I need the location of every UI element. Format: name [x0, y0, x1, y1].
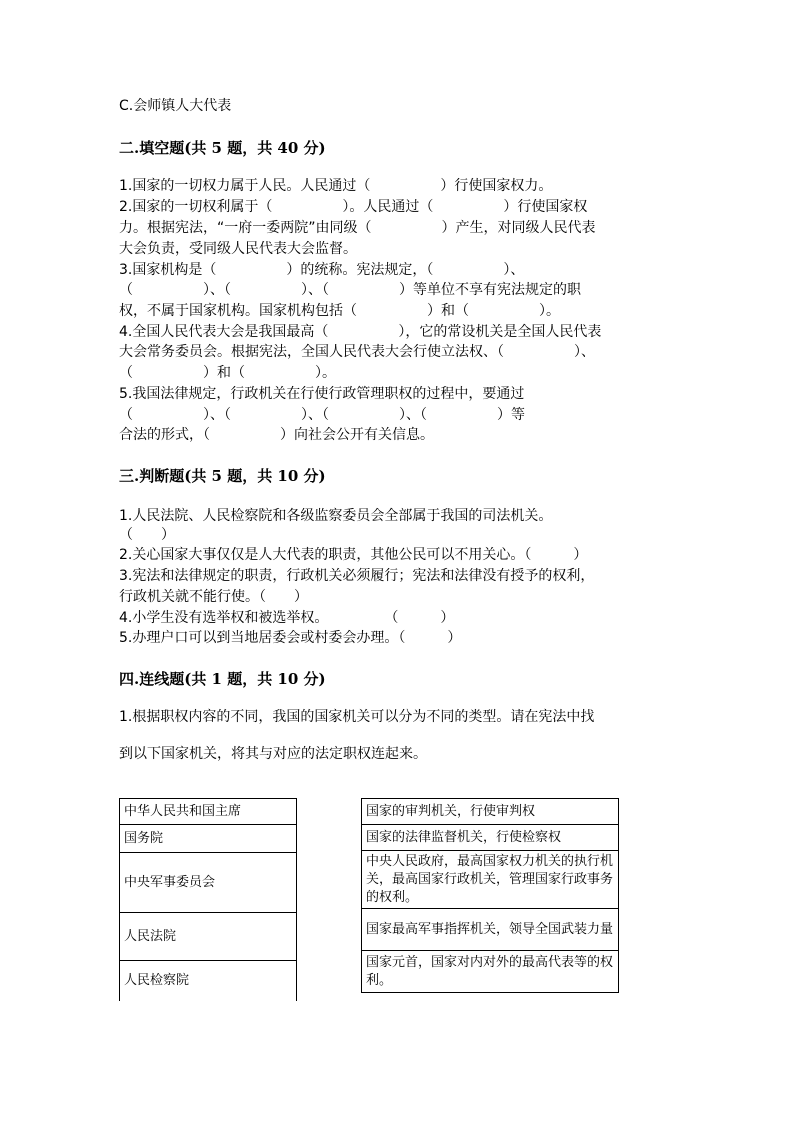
question-text: 合法的形式，（ ）向社会公开有关信息。 [119, 427, 434, 443]
question-text: 1.国家的一切权力属于人民。人民通过（ ）行使国家权力。 [119, 178, 553, 194]
power-cell: 国家最高军事指挥机关，领导全国武装力量 [362, 909, 619, 951]
power-cell: 国家的法律监督机关，行使检察权 [362, 825, 619, 851]
power-cell: 国家元首，国家对内对外的最高代表等的权利。 [362, 951, 619, 993]
question-text: （ ）、（ ）、（ ）等单位不享有宪法规定的职 [119, 282, 581, 298]
power-cell: 中央人民政府，最高国家权力机关的执行机关，最高国家行政机关，管理国家行政事务的权利。 [362, 851, 619, 909]
question-text: 4.小学生没有选举权和被选举权。 （ ） [119, 610, 455, 626]
table-row [362, 799, 619, 825]
table-row [120, 825, 297, 853]
table-row [362, 851, 619, 909]
matching-right-table [361, 798, 619, 993]
table-row [362, 825, 619, 851]
option-c: C.会师镇人大代表 [119, 98, 232, 114]
question-text: 1.根据职权内容的不同，我国的国家机关可以分为不同的类型。请在宪法中找 [119, 709, 595, 725]
agency-cell: 国务院 [120, 825, 297, 853]
table-row [362, 909, 619, 951]
question-text: 2.国家的一切权利属于（ ）。人民通过（ ）行使国家权 [119, 199, 588, 215]
table-row [362, 951, 619, 993]
agency-cell: 人民法院 [120, 913, 297, 961]
table-row [120, 913, 297, 961]
agency-cell: 中华人民共和国主席 [120, 799, 297, 825]
table-row [120, 853, 297, 913]
table-row [120, 799, 297, 825]
question-text: 行政机关就不能行使。（ ） [119, 589, 308, 605]
agency-cell: 中央军事委员会 [120, 853, 297, 913]
section-heading-judgement: 三.判断题(共 5 题，共 10 分) [119, 467, 326, 485]
power-cell: 国家的审判机关，行使审判权 [362, 799, 619, 825]
question-text: （ ）和（ ）。 [119, 365, 336, 381]
matching-left-table [119, 798, 297, 1001]
question-text: 大会负责，受同级人民代表大会监督。 [119, 241, 357, 257]
section-heading-fill-blank: 二.填空题(共 5 题，共 40 分) [119, 139, 326, 157]
section-heading-matching: 四.连线题(共 1 题，共 10 分) [119, 670, 326, 688]
question-text: （ ）、（ ）、（ ）、（ ）等 [119, 407, 525, 423]
question-text: （ ） [119, 527, 175, 543]
question-text: 5.我国法律规定，行政机关在行使行政管理职权的过程中，要通过 [119, 386, 525, 402]
question-text: 到以下国家机关，将其与对应的法定职权连起来。 [119, 746, 427, 762]
question-text: 权，不属于国家机构。国家机构包括（ ）和（ ）。 [119, 303, 560, 319]
question-text: 3.宪法和法律规定的职责，行政机关必须履行；宪法和法律没有授予的权利， [119, 568, 595, 584]
question-text: 力。根据宪法，“一府一委两院”由同级（ ）产生，对同级人民代表 [119, 220, 596, 236]
question-text: 1.人民法院、人民检察院和各级监察委员会全部属于我国的司法机关。 [119, 508, 553, 524]
question-text: 3.国家机构是（ ）的统称。宪法规定，（ ）、 [119, 262, 525, 278]
question-text: 5.办理户口可以到当地居委会或村委会办理。（ ） [119, 630, 462, 646]
question-text: 大会常务委员会。根据宪法，全国人民代表大会行使立法权、（ ）、 [119, 344, 595, 360]
question-text: 2.关心国家大事仅仅是人大代表的职责，其他公民可以不用关心。（ ） [119, 547, 588, 563]
table-row [120, 961, 297, 1001]
question-text: 4.全国人民代表大会是我国最高（ ），它的常设机关是全国人民代表 [119, 324, 602, 340]
agency-cell: 人民检察院 [120, 961, 297, 1001]
